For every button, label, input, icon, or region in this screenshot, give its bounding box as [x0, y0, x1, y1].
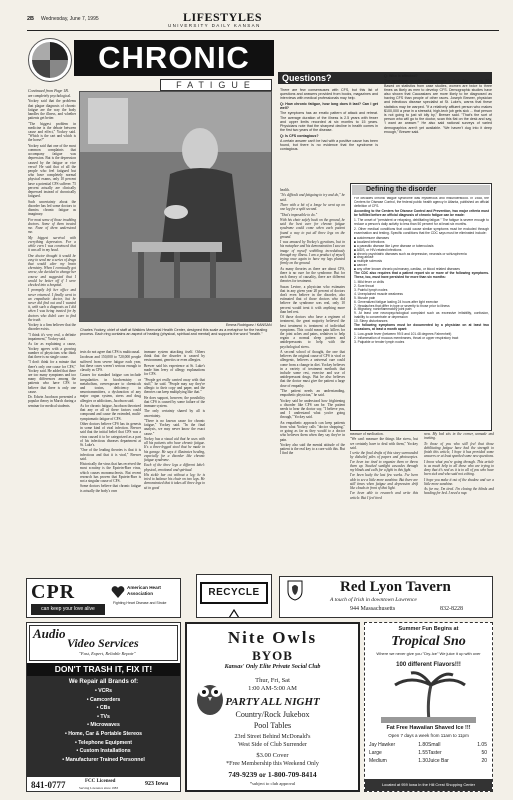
- paragraph: A second school of thought, the one that believes the original cause of CFS is viral or allergenic, believes a universal cure could come from a change in diet. Yockey believes in a variety of treatment methods that include some rest, exercise and use of antidepressant drugs. But he also believes that the doctor must give the patient a large dose of empathy.: [280, 350, 345, 388]
- question-1: Q: How chronic fatigue, how long does it last? Can I get well?: [280, 101, 378, 110]
- size-label: Juice Bar: [428, 758, 449, 764]
- paragraph: Historically the virus that has received the most scrutiny is the Epstein-Barr virus, which causes mononucleosis. But recent research has proven that Epstein-Barr is not a singular cause of CFS.: [80, 462, 141, 484]
- flavors: 100 different Flavors!!!: [396, 662, 461, 668]
- defining-heading: Defining the disorder: [352, 185, 490, 195]
- story-column-5: [350, 432, 418, 572]
- nite-owls-ad: [185, 622, 360, 792]
- list-item: ■ localized infections: [354, 239, 385, 244]
- list-item: 1. Low-grade fever (between 99.5 and 101.48 degrees Fahrenheit): [354, 332, 452, 337]
- byob: BYOB: [252, 648, 293, 663]
- paragraph: Yockey said that the problems that plague diagnosis of chronic fatigue are the way the body handles the illness, and whether patients get better.: [28, 99, 76, 121]
- paragraph: Such uncertainty about the disorder has led some doctors to dismiss chronic fatigue as imaginary.: [28, 199, 76, 217]
- paragraph: Yockey said he understood how frightening a disorder like CFS can be. The patient needs to hear the doctor say, "I believe you, and I understand what you're going through," Yockey said.: [280, 398, 345, 420]
- paragraph: "We can't measure the things like stress, but we certainly have to deal with them," Yockey said.: [350, 437, 418, 450]
- heart-association: American Heart Association: [127, 585, 161, 596]
- list-item: ■ a parasitic disease like Lyme disease or tuberculosis: [354, 243, 434, 248]
- tropical-sno-name: Tropical Sno: [391, 634, 466, 649]
- audio-video-ad: [26, 622, 181, 792]
- nite-owls-days: Thur, Fri, Sat: [255, 677, 290, 684]
- size-label: Medium: [369, 758, 387, 764]
- story-column-6: [424, 432, 494, 572]
- paragraph: I write the final drafts of this story surrounded by disbelief piles of papers and photocopies. I've been too tired to organize them or throw them up. Stacked sunlight cascades through my blinds and calls for a fight in this fight.: [350, 451, 418, 472]
- paragraph: Jacobson and 150,000 to 720,000 people suffered from severe fatigue each year, but these cases weren't serious enough to classify as CFS.: [80, 355, 141, 372]
- lion-crest-icon: [286, 579, 304, 601]
- headline-chronic: CHRONIC: [74, 40, 274, 76]
- paragraph: I've been able to research and write this article. But I feel tired: [350, 491, 418, 500]
- paragraph: "It's difficult and fatiguing to try and do," he said.: [280, 193, 345, 202]
- paragraph: Brewer said his experience at St. Luke's made him leery of allergy explanations for CFS.: [144, 363, 205, 377]
- repair-item: • Microwaves: [87, 722, 120, 729]
- red-lyon-tagline: A touch of Irish in downtown Lawrence: [330, 597, 417, 603]
- tropical-location: Located at 959 Iowa In the Hill Crest Shopping Center: [365, 779, 492, 791]
- paragraph: The only certainty shared by all is uncertainty.: [144, 409, 205, 418]
- questions-intro: There are few consensuses with CFS, but this list of questions and answers provided from books, magazines and interviews with medical professionals may help.: [280, 88, 378, 101]
- questions-heading: Questions?: [282, 73, 332, 83]
- defining-criteria-intro: According to the Centers for Disease Control and Prevention, two major criteria must be fulfilled before an official diagnosis of chronic fatigue can be made:: [354, 208, 489, 217]
- answer-1: The symptoms has an erratic pattern of attack and retreat. The average duration of the illness is 2.5 years with fewer and upper limits recorded at six months to 15 years. Physicians note that the sharpest decline in health comes in the first two years of the disease.: [280, 111, 378, 133]
- symptom-list: [354, 281, 489, 324]
- paragraph: Dr. Edwin Jacobson presented a popular theory in March during a seminar for medical students.: [28, 395, 76, 408]
- price-table: [369, 741, 488, 765]
- nite-owls-subtitle: Kansas' Only Elite Private Social Club: [224, 664, 321, 670]
- feature-photo: [79, 91, 272, 322]
- pinwheel-icon: [28, 38, 72, 82]
- repair-item: • VCRs: [94, 688, 113, 694]
- signs-intro: The following symptoms must be documented by a physician on at least two occasions, at least a month apart:: [354, 323, 489, 331]
- nite-owls-name: Nite Owls: [227, 628, 318, 647]
- repair-item: • TVs: [97, 713, 110, 720]
- size-label: Jay Hawker: [369, 742, 396, 748]
- story-column-3: [144, 350, 205, 575]
- paragraph: tests do not agree that CFS is multicausal.: [80, 350, 141, 354]
- paragraph: I know what you're going through. This article is as much help to all those who are trying to deny that it's real as it is to all of you who have been sick and who said not a thing.: [424, 459, 494, 477]
- repair-item: • Telephone Equipment: [74, 739, 133, 746]
- paragraph: Each of the three legs a different label: physical, emotional and spiritual.: [144, 463, 205, 472]
- criterion-1: 1. The onset of "persistent or relapsing, debilitating fatigue." The fatigue is severe enough to reduce a person's daily activity to less than 50 percent for at least six months.: [354, 217, 489, 226]
- paragraph: "I think it's very real, a definite impairment," Yockey said.: [28, 332, 76, 342]
- paragraph: As far as explaining a cause, Yockey agrees with a growing number of physicians who think that there is no single cause.: [28, 342, 76, 360]
- repair-item: • CBs: [96, 705, 111, 712]
- list-item: ■ any other known chronic pulmonary, cardiac, or blood related diseases: [354, 267, 460, 272]
- repair-item: • Custom Installations: [76, 748, 131, 755]
- paragraph: Yockey is a firm believer that the disorder exists.: [28, 323, 76, 332]
- photo-caption: Charles Yockey, chief of staff at Watkins Memorial Health Center, designed this scale as a metaphor for the healing process. Each ring contains an aspect of healing (physical, spiritual and mental) and supports the word "health.": [80, 328, 268, 337]
- repair-item: • Home, Car & Portable Stereos: [64, 730, 143, 737]
- video-services-name: Video Services: [67, 636, 139, 650]
- repair-item: • Camcorders: [86, 696, 121, 703]
- list-item: ■ autoimmune diseases: [354, 235, 389, 240]
- list-item: ■ AIDS, or HIV-related infections: [354, 247, 402, 252]
- page-number: 2B: [27, 16, 35, 22]
- red-lyon-phone: 832-8228: [440, 606, 463, 612]
- story-column-1: [28, 94, 76, 504]
- jukebox: Country/Rock Jukebox: [235, 710, 310, 719]
- story-column-4: [280, 188, 345, 573]
- fcc-sub: Serving Lawrence since 1983: [79, 786, 119, 790]
- nite-owls-hours: 1:00 AM-5:00 AM: [248, 685, 297, 692]
- red-lyon-ad: [279, 576, 493, 618]
- list-item: ■ multiple sclerosis: [354, 259, 383, 264]
- price: 50: [481, 750, 487, 756]
- paragraph: measure of medication.: [350, 432, 384, 436]
- paragraph: For most some of those troubling doctors. Some of them treated me. None of them understood me.: [28, 217, 76, 235]
- continued-line: Continued from Page 1B.: [28, 88, 69, 93]
- question-2: Q: Is CFS contagious?: [280, 133, 319, 138]
- price-row: [369, 741, 488, 749]
- paragraph: Of those doctors who have a regimen of treatment, the great majority believed the best treatment is treatment of individual symptoms. This could mean pain killers for the joint aches and pains, sedatives to help regain a normal sleep pattern and antidepressants to help with the psychological stress.: [280, 315, 345, 349]
- paragraph: As for chronic fatigue, Jacobson theorized that any or all of these factors could compound and cause the extended, multi-symptomatic fatigue of CFS.: [80, 404, 141, 421]
- story-column-2: [80, 350, 141, 575]
- tropical-hours: Open 7 days a week from 11am to 11pm: [388, 733, 469, 738]
- tropical-sub: Where we never give you "Dry-Ice" We juice it up with over: [376, 651, 481, 656]
- excluded-conditions-list: [354, 237, 489, 272]
- repair-intro: We Repair all Brands of:: [68, 679, 139, 685]
- defining-body: [354, 197, 489, 429]
- paragraph: Some doctors believe that chronic fatigue is actually the body's own: [80, 484, 141, 493]
- paragraph: "That's impossible to do.": [280, 212, 318, 217]
- price: 1.80: [418, 742, 428, 748]
- location-line-2: West Side of Club Surrender: [238, 742, 307, 748]
- audio-subtitle: "Fast, Expert, Reliable Repair": [79, 651, 136, 656]
- list-item: 2. Sore throat: [354, 283, 374, 288]
- list-item: 9. At least one neuropsychological complaint such as excessive irritability, confusion, inability to concentrate or depression: [354, 311, 489, 320]
- paragraph: "I don't think for a minute that there's only one cause for CFS," Yockey said. He added that there are too many symptoms and too many differences among the patients who have CFS to believe that there is only one cause.: [28, 360, 76, 394]
- list-item: ■ drug abuse: [354, 255, 374, 260]
- questions-box: [280, 88, 378, 184]
- red-lyon-name: Red Lyon Tavern: [340, 579, 451, 595]
- masthead-rule: [27, 30, 499, 31]
- paragraph: Yockey also said the mental attitude of the patient is the real key to a cure with this. But I find the: [280, 443, 345, 456]
- price: 20: [481, 758, 487, 764]
- list-item: ■ cancer: [354, 263, 367, 268]
- cover-charge: $3.00 Cover: [256, 752, 289, 759]
- palm-tree-icon: [381, 671, 476, 723]
- list-item: 3. Painful lymph nodes: [354, 287, 388, 292]
- who-affected-box: [384, 74, 492, 179]
- paragraph: I've been lucky the last few weeks. I've been able to see a little more sunshine. But there are still times when fatigue and depression drift like clouds in front of that light.: [350, 473, 418, 490]
- paragraph: With his chair safely back on the ground, he said the best cure for chronic fatigue syndrome could come when each patient found a way to put all three legs on the ground.: [280, 217, 345, 239]
- price: 1.30: [418, 758, 428, 764]
- repair-items: [27, 687, 180, 764]
- recycle-ad: [196, 574, 272, 618]
- heart-association-sub: Fighting Heart Disease and Stroke: [113, 601, 167, 605]
- paragraph: health.: [280, 188, 290, 192]
- party-all-night: PARTY ALL NIGHT: [225, 696, 320, 708]
- list-item: 8. Migratory, noninflammatory joint pain: [354, 307, 412, 312]
- paragraph: "People get really carried away with that stuff," he said. "People may say they're allergic to their copy and paper, and the theories can keep multiplying like that.": [144, 377, 205, 395]
- price-row: [369, 757, 488, 765]
- cpr-tagline: can keep your love alive: [31, 604, 105, 615]
- cpr-ad: [26, 578, 181, 618]
- paragraph: There with a bit of a longe he went up on one leg for a split second.: [280, 202, 345, 212]
- size-label: Small: [428, 742, 441, 748]
- nite-owls-phones: 749-9239 or 1-800-709-8414: [228, 770, 317, 779]
- paragraph: I hope you make it out of the shadow and see a little more sunshine.: [424, 477, 494, 486]
- paragraph: As for me, I'm tired. I'm closing the blinds and heading for bed. I need a nap.: [424, 487, 494, 496]
- heart-torch-icon: [111, 585, 125, 599]
- size-label: Large: [369, 750, 382, 756]
- who-heading: Q: Who is affected?: [384, 74, 418, 78]
- issue-date: Wednesday, June 7, 1995: [41, 16, 99, 22]
- paragraph: now. My bed sits in the corner, unmade and inviting.: [424, 432, 494, 441]
- paper-name: UNIVERSITY DAILY KANSAN: [168, 23, 261, 28]
- list-item: ■ chronic psychiatric diseases such as depression, neurosis or schizophrenia: [354, 251, 467, 256]
- photo-credit: Emma Rodriguez / KANSAN: [226, 323, 272, 327]
- headline-fatigue: FATIGUE: [160, 79, 272, 91]
- paragraph: Yockey has a visual aid that he uses with all his patients who have chronic fatigue. It's a three-legged stool that he made in his garage. He says it illustrates healing, especially for a disorder like chronic fatigue syndrome.: [144, 436, 205, 462]
- paragraph: His sickle bar cut without a leg; he is tried to balance his chair on two legs. He demonstrated that it takes all three legs to sit in good: [144, 472, 205, 490]
- paragraph: He does support, however, the possibility that CFS is caused by some failure of the immune system.: [144, 395, 205, 408]
- section-title: LIFESTYLES: [183, 10, 263, 24]
- paragraph: My biggest survival with everything depression. For a while even I was convinced that it was all in my head.: [28, 235, 76, 253]
- defining-intro: For decades chronic fatigue syndrome was mysterious and misunderstood. In 1988, the Centers for Disease Control, the federal public health agency in Atlanta, published an official definition of CFS.: [354, 197, 489, 208]
- repair-item: • Manufacturer Trained Personnel: [62, 756, 145, 763]
- red-lyon-address: 944 Massachusetts: [350, 606, 396, 612]
- paragraph: Yockey said that one of the most common complaints that accompany fatigue was depression. But is the depression caused by the fatigue or vice versa? He said that of all the people who feel fatigued but who have completely normal physical exams, only 10 percent have a potential CFS sufferer. 75 percent actually are clinically depressed instead of chronically fatigued.: [28, 143, 76, 199]
- list-item: 10. Sleep disturbances: [354, 319, 388, 324]
- signs-list: [354, 333, 489, 345]
- paragraph: "One of the leading theories is that it is infectious and that it is viral," Brewer said.: [80, 448, 141, 461]
- audio-phone: 841-0777: [31, 780, 66, 790]
- paragraph: I promptly left her office and never returned. I finally went to an empathetic doctor, but he never did find out and I wanted it, with such a diagnosis as I did when I was being treated for by doctors who didn't care to find the truth.: [28, 288, 76, 322]
- price: 1.55: [418, 750, 428, 756]
- paragraph: are completely psychological.: [28, 94, 72, 98]
- fcc-licensed: FCC Licensed: [85, 779, 116, 784]
- list-item: 4. Unexplained muscle weakness: [354, 291, 403, 296]
- hawaiian-special: Fat Free Hawaiian Shaved Ice !!!: [386, 725, 471, 731]
- masthead: [27, 10, 513, 22]
- list-item: 1. Mild fever or chills: [354, 280, 385, 285]
- summer-fun: Summer Fun Begins at: [398, 626, 459, 632]
- price-row: [369, 749, 488, 757]
- list-item: 5. Muscle pain: [354, 295, 376, 300]
- paragraph: Causes for standard fatigue can include irregularities in biochemistry or metabolism, overexposure to chemicals and toxins, deficiency in neurotransmitters, a dysfunction of any major organ system, stress and drug allergies or addictions, Jacobson said.: [80, 373, 141, 403]
- audio-address: 923 Iowa: [145, 781, 169, 787]
- audio-name: Audio: [33, 626, 66, 641]
- paragraph: "The patient needs an understanding, empathetic physician," he said.: [280, 389, 345, 398]
- list-item: 6. Generalized fatigue lasting 24 hours after light exercise: [354, 299, 439, 304]
- cpr-logo: CPR: [31, 581, 76, 603]
- minor-criteria-intro: The CDC also requires that a patient report six or more of the following symptoms. These, too, must have persisted for more than six months:: [354, 271, 489, 279]
- paragraph: Other doctors believe CFS has its genesis in some kind of viral infection. Brewer said that the initial belief that CFS was a virus caused it to be categorized as a part of his infectious diseases department at St. Luke's.: [80, 422, 141, 448]
- paragraph: To those of you who still feel that those debilitating fatigue have had the strength to finish this article, I hope it has provided some answers or at least sparked some new questions.: [424, 441, 494, 459]
- paragraph: One doctor thought it would be easy to send me a series of drugs that would alter my brain chemistry. When I eventually got worse, she decided to change her course and suggested that I would be better off if I were checked into a hospital.: [28, 253, 76, 288]
- paragraph: As many theories as there are about CFS, there is no cure for the syndrome. But for each theory of causality, there are different theories for treatment.: [280, 266, 345, 284]
- list-item: 2. Inflammation of mucous membranes, throat or upper respiratory tract: [354, 335, 459, 340]
- location-line-1: 23rd Street Behind McDonald's: [234, 734, 311, 740]
- club-approval-note: *subject to club approval: [249, 781, 296, 786]
- fix-it-banner: DON'T TRASH IT, FIX IT!: [27, 663, 180, 676]
- recycle-logo: RECYCLE: [200, 582, 268, 604]
- paragraph: Susan Levine, a physician who estimates that in any given year 20 percent of doctors don't even believe in the disorder, also estimated that of those doctors who did believe the syndrome was real, only 10 percent would treat it with anything more than bed rest.: [280, 284, 345, 314]
- list-item: 3. Palpable or tender lymph nodes: [354, 339, 405, 344]
- paragraph: An empathetic approach can keep patients from what Yockey calls "doctor shopping," or going as far as they would to a doctor who believes them when they say they're in pain.: [280, 420, 345, 442]
- recycle-arrows-icon: [227, 606, 241, 616]
- paragraph: "There is no known cause for chronic fatigue," Yockey said. "In the final analysis, we may never know the exact cause.": [144, 418, 205, 436]
- pool-tables: Pool Tables: [253, 721, 292, 730]
- paragraph: immune system attacking itself. Others think that the disorder is caused by environment, genetics or even allergies.: [144, 350, 205, 363]
- free-membership: *Free Membership this Weekend Only: [226, 761, 319, 767]
- list-item: 7. Headaches that differ in type or severity to those prior to illness: [354, 303, 450, 308]
- criterion-2: 2. Other medical conditions that could cause similar symptoms must be excluded through examination and testing. Specific conditions that the CDC says must be eliminated include:: [354, 226, 489, 235]
- answer-2: A certain answer can't be had with a positive cause has been found, but there is no evidence that the syndrome is contagious.: [280, 138, 378, 152]
- paragraph: I was amazed by Yockey's gyrations, but in his metaphor and his demonstration I saw an image of myself wobbling incredulously through my illness. I am a product of myself trying once again to have my legs planted firmly on the ground.: [280, 240, 345, 266]
- tropical-sno-ad: [364, 622, 493, 792]
- who-text: The syndrome usually strikes people in their 20s or early 30s. Based on statistics from case studies, women are twice to three times as likely as men to develop CFS. Demographic studies have also shown that Caucasians are more likely to be diagnosed as having CFS than people of other races. Joseph Brewer, physician and infectious disease specialist at St. Luke's, warns that these statistics may be warped. "If a relatively affluent person who makes $100,000 a year in a stressful, high-tech job gets sick ... that person is not going to just sit idly by," Brewer said. "That's the sort of person who will go to the doctor, scan this flat on the desk and say, 'I want an answer.'" He also said national surveys of varied demographics aren't yet available. "We haven't dug into it deep enough," Brewer said.: [384, 79, 492, 134]
- paragraph: "The biggest problem in medicine is the debate between cause and effect," Yockey said. "Which is the cart and which is the horse?": [28, 121, 76, 143]
- price: 1.05: [477, 742, 487, 748]
- size-label: Taster: [428, 750, 442, 756]
